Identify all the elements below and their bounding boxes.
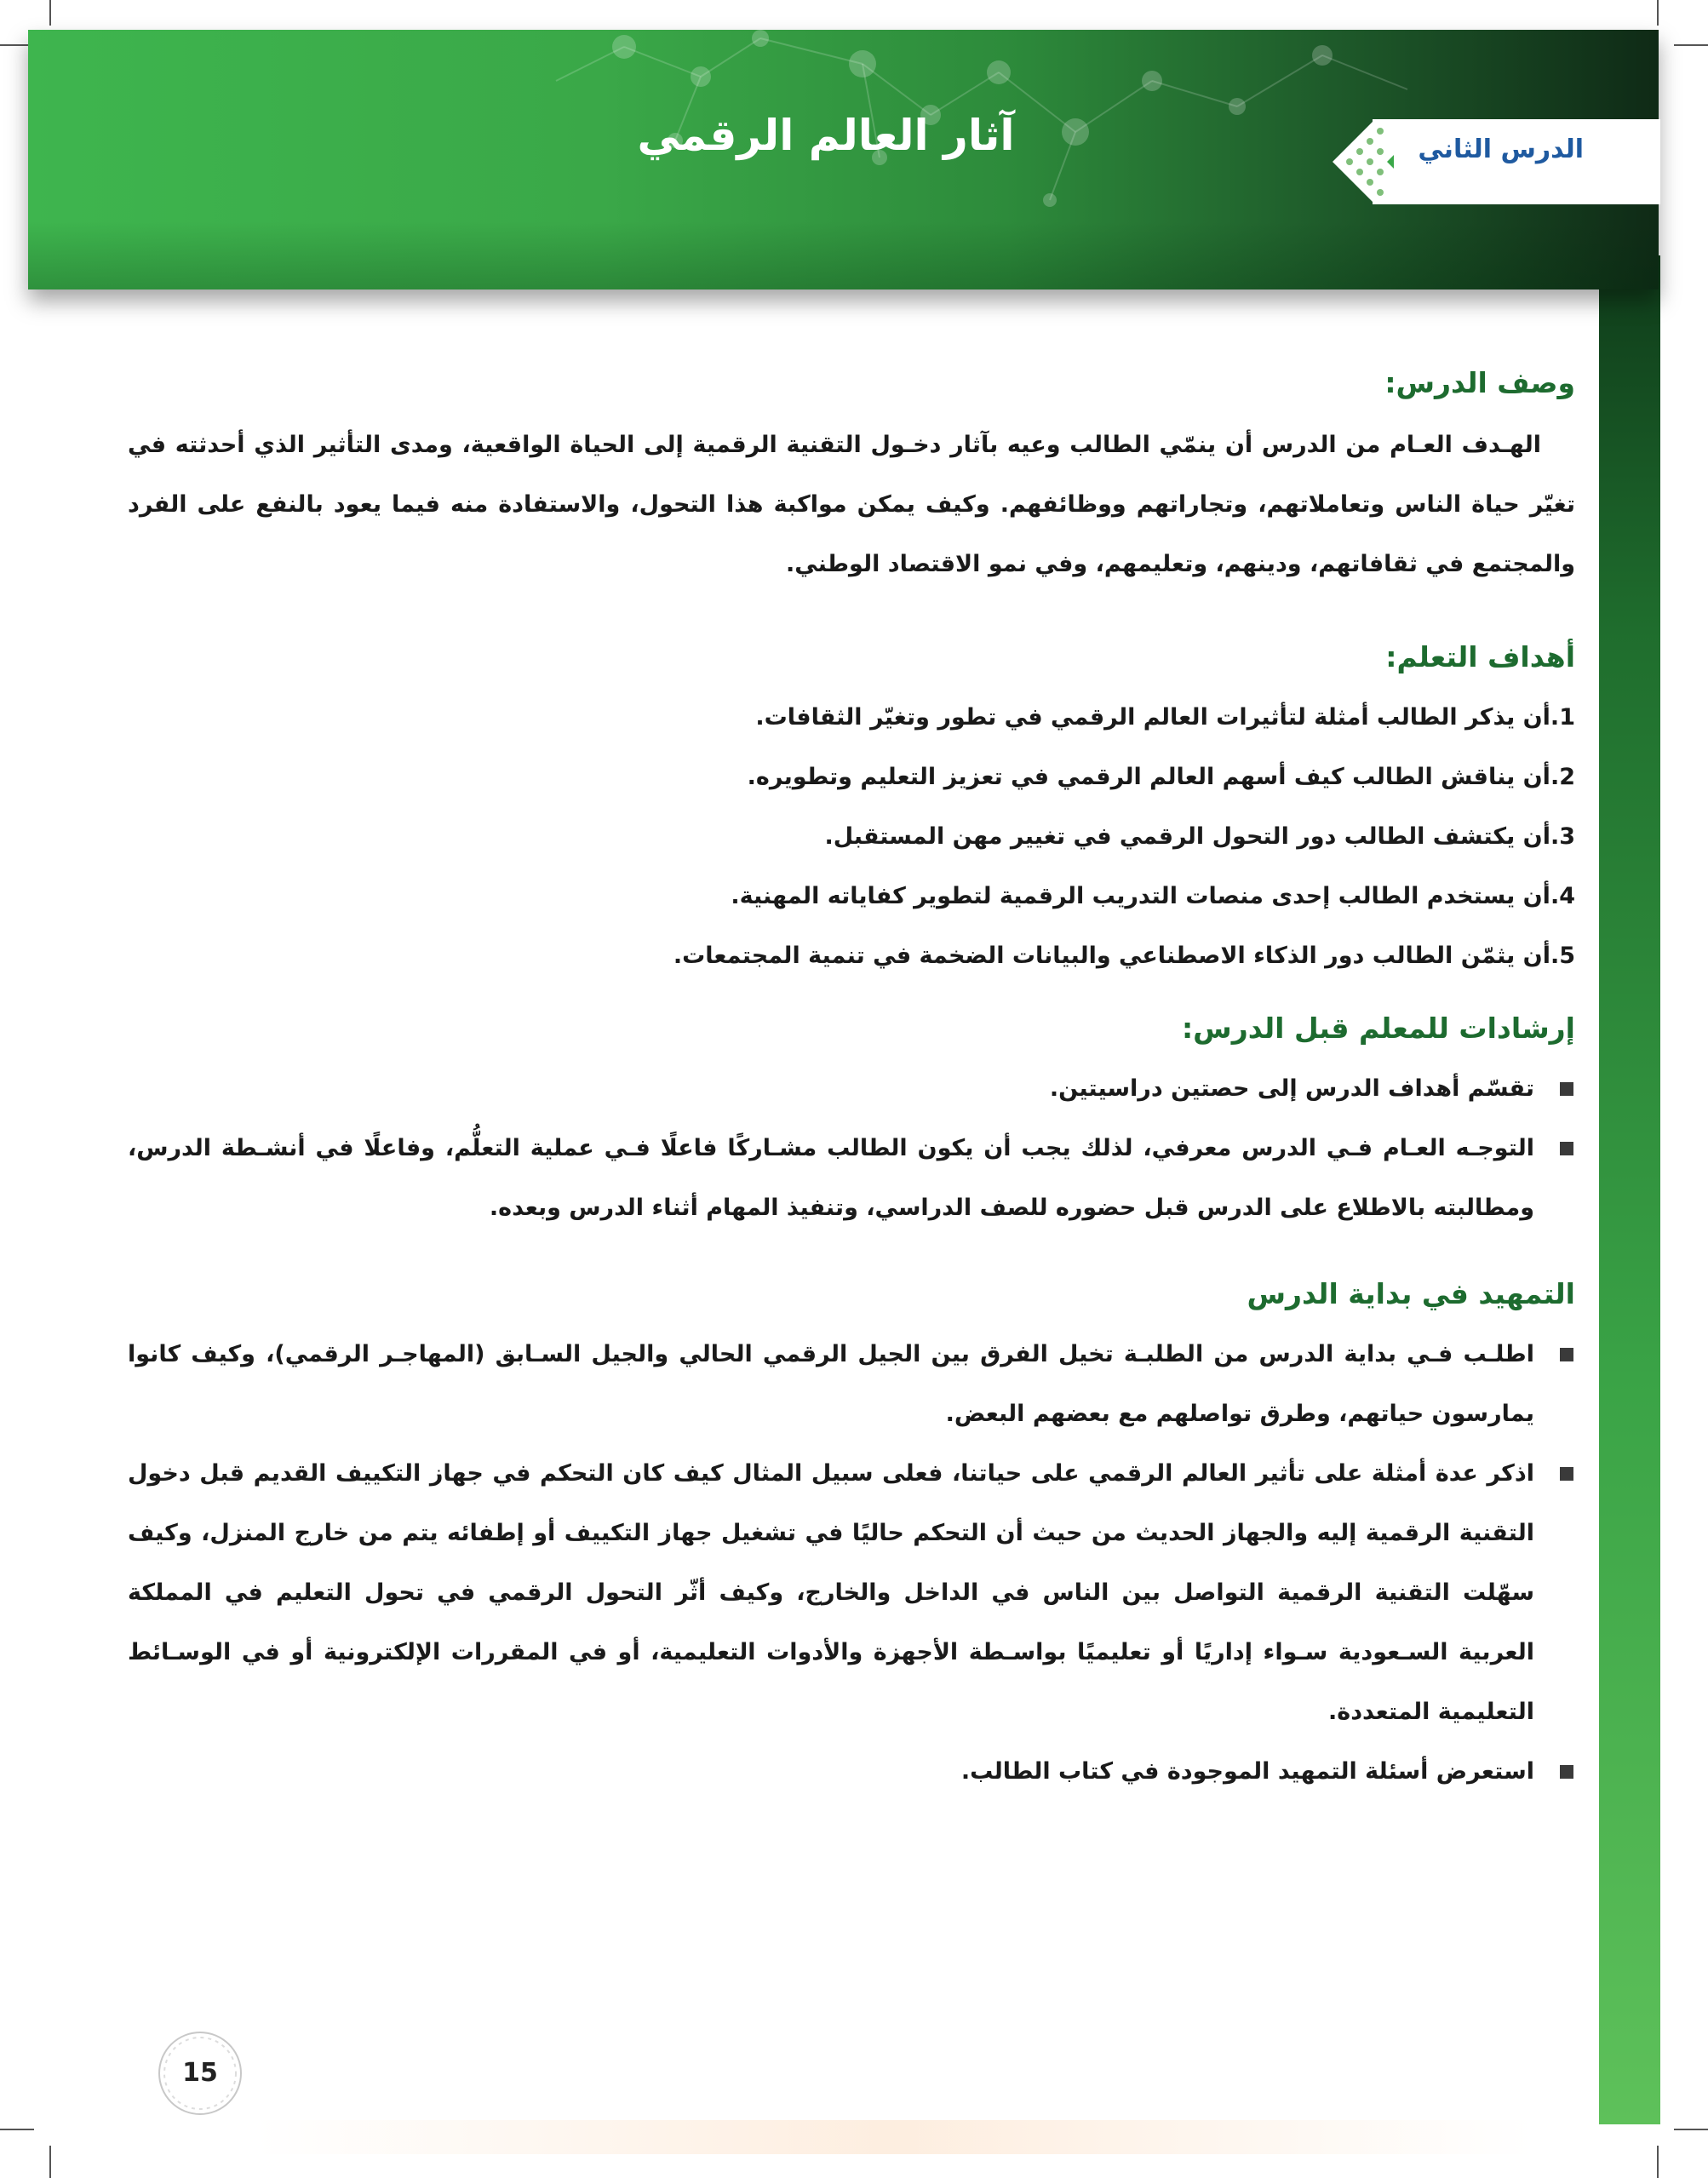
list-item: التوجـه العـام فـي الدرس معرفي، لذلك يجب أن يكون الطالب مشـاركًا فاعلًا فـي عملية التعلُّم، وفاعلًا في أنشـطة الدرس، ومطالبته بالاطلاع على الدرس قبل حضوره للصف الدراسي، وتنفيذ المهام أثناء الدرس وبعده. [128, 1119, 1575, 1238]
page-title: آثار العالم الرقمي [637, 111, 1015, 160]
introduction-heading: التمهيد في بداية الدرس [1247, 1277, 1575, 1310]
crop-mark-top-right-v [1657, 0, 1659, 26]
content [128, 358, 1575, 1802]
introduction-list [128, 1325, 1575, 1802]
objectives-list [128, 688, 1575, 986]
objectives-heading: أهداف التعلم: [1385, 640, 1575, 673]
bullet-icon [1560, 1348, 1573, 1361]
dots-ornament-icon [1324, 119, 1418, 204]
bullet-icon [1560, 1765, 1573, 1779]
crop-mark-top-left-v [49, 0, 51, 26]
teacher-guidance-heading: إرشادات للمعلم قبل الدرس: [1181, 1012, 1575, 1045]
bullet-icon [1560, 1142, 1573, 1155]
side-accent-strip [1599, 255, 1660, 2124]
page-number: 15 [182, 2058, 218, 2088]
bullet-icon [1560, 1467, 1573, 1481]
description-text: الهـدف العـام من الدرس أن ينمّي الطالب وعيه بآثار دخـول التقنية الرقمية إلى الحياة الواقعية، ومدى التأثير الذي أحدثته في تغيّر حياة الناس وتعاملاتهم، وتجاراتهم ووظائفهم. وكيف يمكن مواكبة هذا التحول، والاستفادة منه فيما يعود بالنفع على الفرد والمجتمع في ثقافاتهم، ودينهم، وتعليمهم، وفي نمو الاقتصاد الوطني. [128, 432, 1575, 577]
crop-mark-bottom-left-v [49, 2146, 51, 2178]
list-item: 2.أن يناقش الطالب كيف أسهم العالم الرقمي في تعزيز التعليم وتطويره. [747, 764, 1575, 790]
crop-mark-bottom-right-h [1674, 2129, 1708, 2130]
list-item: 1.أن يذكر الطالب أمثلة لتأثيرات العالم الرقمي في تطور وتغيّر الثقافات. [755, 704, 1575, 731]
bullet-icon [1560, 1082, 1573, 1096]
crop-mark-bottom-left-h [0, 2129, 34, 2130]
banner-shade [28, 221, 1659, 289]
list-item: 5.أن يثمّن الطالب دور الذكاء الاصطناعي والبيانات الضخمة في تنمية المجتمعات. [673, 943, 1575, 969]
list-item: 4.أن يستخدم الطالب إحدى منصات التدريب الرقمية لتطوير كفاياته المهنية. [731, 883, 1575, 909]
crop-mark-bottom-right-v [1657, 2146, 1659, 2178]
list-item: 3.أن يكتشف الطالب دور التحول الرقمي في تغيير مهن المستقبل. [824, 823, 1575, 850]
list-item: استعرض أسئلة التمهيد الموجودة في كتاب الطالب. [128, 1742, 1575, 1802]
list-item: اذكر عدة أمثلة على تأثير العالم الرقمي على حياتنا، فعلى سبيل المثال كيف كان التحكم في جهاز التكييف القديم قبل دخول التقنية الرقمية إليه والجهاز الحديث من حيث أن التحكم حاليًا في تشغيل جهاز التكييف أو إطفائه يتم من خارج المنزل، وكيف سهّلت التقنية الرقمية التواصل بين الناس في الداخل والخارج، وكيف أثّر التحول الرقمي في تحول التعليم في المملكة العربية السـعودية سـواء إداريًا أو تعليميًا بواسـطة الأجهزة والأدوات التعليمية، أو في المقررات الإلكترونية أو في الوسـائط التعليمية المتعددة. [128, 1444, 1575, 1742]
list-item: تقسّم أهداف الدرس إلى حصتين دراسيتين. [128, 1059, 1575, 1119]
description-heading: وصف الدرس: [1384, 366, 1575, 399]
list-item: اطلـب فـي بداية الدرس من الطلبـة تخيل الفرق بين الجيل الرقمي الحالي والجيل السـابق (المهاجـر الرقمي)، وكيف كانوا يمارسون حياتهم، وطرق تواصلهم مع بعضهم البعض. [128, 1325, 1575, 1444]
lesson-label: الدرس الثاني [1418, 135, 1584, 164]
crop-mark-top-right-h [1674, 44, 1708, 46]
page-number-badge [153, 2026, 247, 2120]
teacher-guidance-list [128, 1059, 1575, 1238]
bottom-fade [255, 2120, 1533, 2154]
